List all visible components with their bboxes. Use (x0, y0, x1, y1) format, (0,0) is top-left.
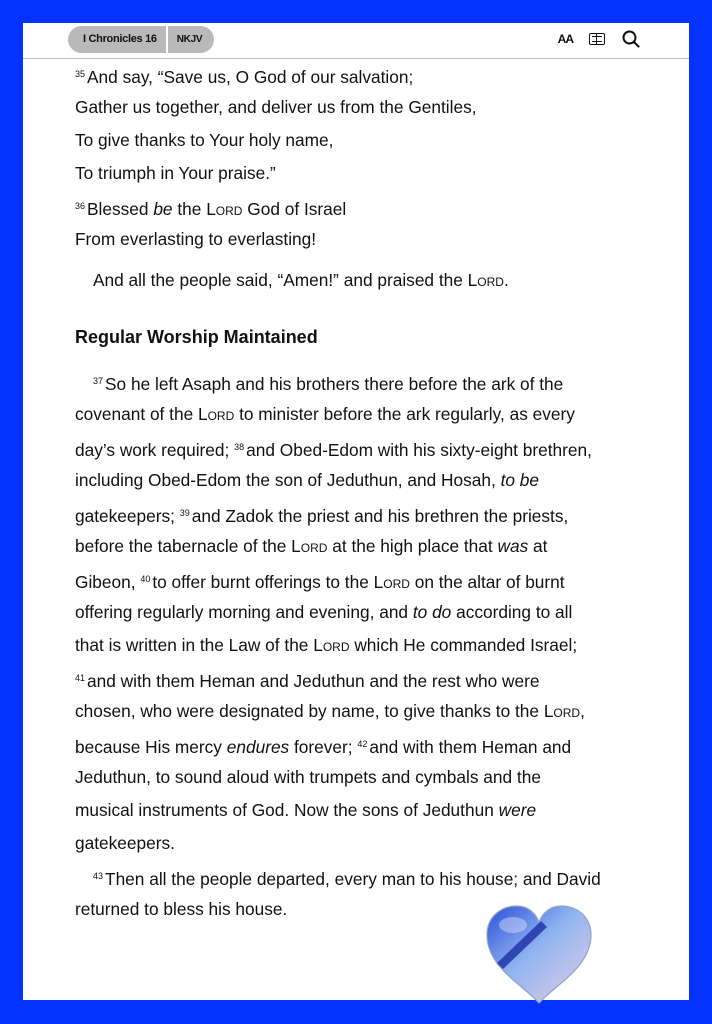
verse-text: and Obed-Edom with his sixty-eight brethren, (246, 440, 592, 460)
section-heading: Regular Worship Maintained (75, 327, 318, 347)
italic-text: to be (500, 470, 540, 490)
divine-name: Lord (291, 536, 328, 556)
prose-block (75, 365, 655, 860)
prose-line (75, 365, 655, 398)
verse-text: according to all (451, 602, 573, 622)
verse-text: returned to bless his house. (75, 899, 288, 919)
verse-text: that is written in the Law of the (75, 635, 314, 655)
italic-text: were (498, 800, 537, 820)
divine-name: Lord (197, 404, 235, 424)
verse-text: including Obed-Edom the son of Jeduthun, and Hosah, (75, 470, 501, 490)
verse-text: To give thanks to Your holy name, (75, 130, 334, 150)
prose-line (75, 431, 655, 464)
italic-text: endures (226, 737, 290, 757)
verse-text: and with them Heman and Jeduthun and the rest who were (87, 671, 540, 691)
verse-text: And say, “Save us, O God of our salvation; (87, 67, 414, 87)
version-button[interactable]: NKJV (166, 26, 214, 53)
divine-name: Lord (467, 270, 504, 290)
verse-text: gatekeepers; (75, 506, 180, 526)
divine-name: Lord (206, 199, 243, 219)
poetry-line (75, 223, 655, 256)
book-view-icon[interactable] (589, 33, 605, 45)
heart-icon (483, 903, 595, 1005)
reader-header (23, 23, 689, 59)
verse-number: 36 (75, 201, 86, 211)
divine-name: Lord (543, 701, 581, 721)
amen-line (75, 264, 655, 297)
verse-number: 38 (234, 442, 245, 452)
verse-text: Jeduthun, to sound aloud with trumpets and cymbals and the (75, 767, 541, 787)
prose-line (75, 398, 655, 431)
book-chapter-button[interactable]: I Chronicles 16 (68, 26, 166, 53)
text-size-icon[interactable]: AA (557, 32, 573, 46)
prose-line (75, 596, 655, 629)
prose-line (75, 827, 655, 860)
verse-text: and Zadok the priest and his brethren the priests, (191, 506, 569, 526)
verse-text: to minister before the ark regularly, as every (234, 404, 575, 424)
verse-text: which He commanded Israel; (349, 635, 578, 655)
prose-line (75, 563, 655, 596)
verse-number: 41 (75, 673, 86, 683)
verse-text: and with them Heman and (369, 737, 572, 757)
verse-text: Blessed (87, 199, 154, 219)
verse-number: 35 (75, 69, 86, 79)
verse-text: . (503, 270, 509, 290)
search-icon[interactable] (621, 29, 641, 49)
prose-line (75, 464, 655, 497)
passage-content (75, 58, 655, 926)
poetry-line (75, 58, 655, 91)
verse-number: 43 (93, 871, 104, 881)
verse-text: chosen, who were designated by name, to give thanks to the (75, 701, 544, 721)
poetry-block (75, 58, 655, 256)
verse-text: offering regularly morning and evening, and (75, 602, 413, 622)
prose-line (75, 662, 655, 695)
verse-text: Then all the people departed, every man to his house; and David (105, 869, 601, 889)
verse-text: And all the people said, “Amen!” and praised the (93, 270, 468, 290)
prose-line (75, 629, 655, 662)
verse-number: 39 (179, 508, 190, 518)
italic-text: was (497, 536, 529, 556)
verse-text: before the tabernacle of the (75, 536, 292, 556)
verse-text: on the altar of burnt (409, 572, 565, 592)
verse-text: From everlasting to everlasting! (75, 229, 317, 249)
verse-text: , (580, 701, 585, 721)
verse-text: the (172, 199, 207, 219)
divine-name: Lord (373, 572, 410, 592)
passage-selector (68, 26, 214, 53)
header-actions (558, 29, 641, 49)
verse-text: covenant of the (75, 404, 198, 424)
poetry-line (75, 190, 655, 223)
verse-number: 37 (93, 376, 104, 386)
poetry-line (75, 91, 655, 124)
verse-text: God of Israel (242, 199, 347, 219)
reader-panel (23, 23, 689, 1000)
italic-text: be (153, 199, 173, 219)
verse-text: at the high place that (327, 536, 498, 556)
divine-name: Lord (313, 635, 350, 655)
verse-text: Gibeon, (75, 572, 141, 592)
verse-text: at (528, 536, 548, 556)
poetry-line (75, 124, 655, 157)
verse-text: So he left Asaph and his brothers there before the ark of the (105, 374, 564, 394)
verse-text: to offer burnt offerings to the (152, 572, 374, 592)
verse-number: 42 (357, 739, 368, 749)
prose-line (75, 761, 655, 794)
italic-text: to do (412, 602, 452, 622)
prose-line (75, 530, 655, 563)
verse-text: Gather us together, and deliver us from the Gentiles, (75, 97, 477, 117)
verse-text: because His mercy (75, 737, 227, 757)
verse-text: gatekeepers. (75, 833, 175, 853)
prose-line (75, 794, 655, 827)
prose-line (75, 497, 655, 530)
verse-text: forever; (289, 737, 358, 757)
verse-number: 40 (140, 574, 151, 584)
prose-line (75, 728, 655, 761)
verse-text: day’s work required; (75, 440, 235, 460)
verse-text: musical instruments of God. Now the sons of Jeduthun (75, 800, 499, 820)
prose-line (75, 695, 655, 728)
verse-text: To triumph in Your praise.” (75, 163, 276, 183)
prose-line (75, 860, 655, 893)
poetry-line (75, 157, 655, 190)
